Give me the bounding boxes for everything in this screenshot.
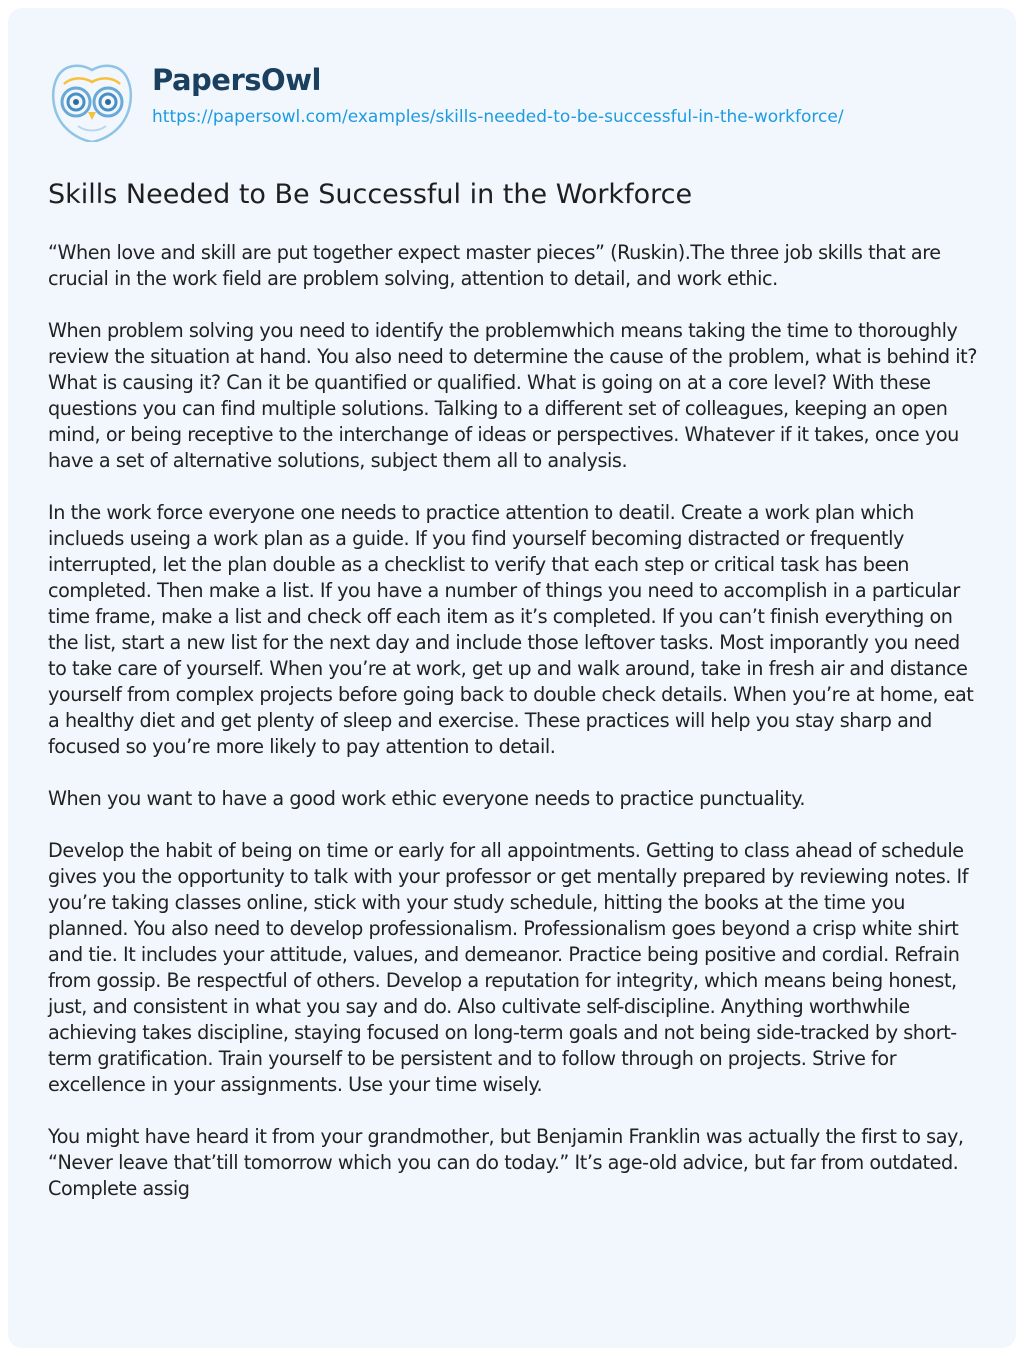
paragraph-1: “When love and skill are put together expect master pieces” (Ruskin).The three job skills that are crucial in the work field are problem solving, attention to detail, and work ethic. [48,241,941,290]
paragraph-3: In the work force everyone one needs to practice attention to deatil. Create a work plan which inclueds useing a work plan as a guide. If you find yourself becoming distracted or frequently interrupted, let the plan double as a checklist to verify that each step or critical task has been completed. Then make a list. If you have a number of things you need to accomplish in a particular time frame, make a list and check off each item as it’s completed. If you can’t finish everything on the list, start a new list for the next day and include those leftover tasks. Most imporantly you need to take care of yourself. When you’re at work, get up and walk around, take in fresh air and distance yourself from complex projects before going back to double check details. When you’re at home, eat a healthy diet and get plenty of sleep and exercise. These practices will help you stay sharp and focused so you’re more likely to pay attention to detail. [48,501,974,758]
brand-name[interactable]: PapersOwl [152,63,321,97]
site-header [48,62,948,142]
document-card [8,8,1016,1348]
paragraph-6: You might have heard it from your grandmother, but Benjamin Franklin was actually the first to say, “Never leave that’till tomorrow which you can do today.” It’s age-old advice, but far from outdated. Complete assig [48,1125,964,1200]
paragraph-5: Develop the habit of being on time or early for all appointments. Getting to class ahead of schedule gives you the opportunity to talk with your professor or get mentally prepared by reviewing notes. If you’re taking classes online, stick with your study schedule, hitting the books at the time you planned. You also need to develop professionalism. Professionalism goes beyond a crisp white shirt and tie. It includes your attitude, values, and demeanor. Practice being positive and cordial. Refrain from gossip. Be respectful of others. Develop a reputation for integrity, which means being honest, just, and consistent in what you say and do. Also cultivate self-discipline. Anything worthwhile achieving takes discipline, staying focused on long-term goals and not being side-tracked by short-term gratification. Train yourself to be persistent and to follow through on projects. Strive for excellence in your assignments. Use your time wisely. [48,839,969,1096]
essay-body [48,240,983,1228]
paragraph-2: When problem solving you need to identify the problemwhich means taking the time to thoroughly review the situation at hand. You also need to determine the cause of the problem, what is behind it? What is causing it? Can it be quantified or qualified. What is going on at a core level? With these questions you can find multiple solutions. Talking to a different set of colleagues, keeping an open mind, or being receptive to the interchange of ideas or perspectives. Whatever if it takes, once you have a set of alternative solutions, subject them all to analysis. [48,319,977,472]
source-url-link[interactable]: https://papersowl.com/examples/skills-needed-to-be-successful-in-the-workforce/ [152,107,844,127]
paragraph-4: When you want to have a good work ethic everyone needs to practice punctuality. [48,787,806,810]
page-title: Skills Needed to Be Successful in the Workforce [48,179,693,210]
owl-logo-icon [48,62,136,142]
